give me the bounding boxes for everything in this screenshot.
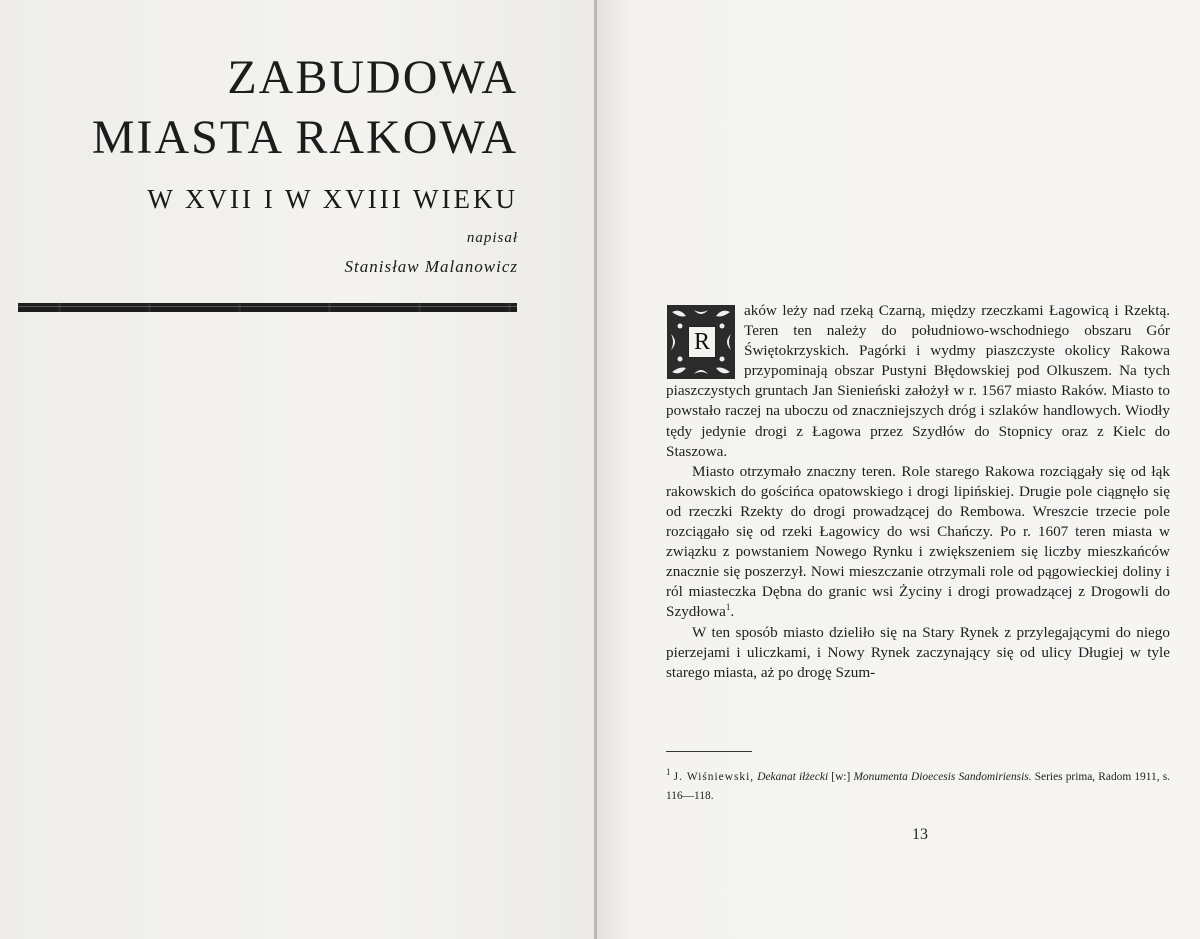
- author-name: Stanisław Malanowicz: [344, 257, 518, 276]
- footnote-series-title: Monumenta Dioecesis Sandomiriensis.: [853, 771, 1032, 783]
- paragraph-1-text: aków leży nad rzeką Czarną, między rzeczkami Łagowicą i Rzektą. Teren ten należy do południowo-wschodniego obszaru Gór Świętokrzyskich. Pagórki i wydmy piaszczyste okolicy Rakowa przypominają obszar Pustyni Błędowskiej pod Olkuszem. Na tych piaszczystych gruntach Jan Sienieński założył w r. 1567 miasto Raków. Miasto to powstało raczej na uboczu od znaczniejszych dróg i szlaków handlowych. Wiodły tędy jedynie drogi z Łagowa przez Szydłów do Stopnicy oraz z Kielc do Staszowa.: [666, 302, 1170, 460]
- footnote-work: Dekanat iłżecki: [757, 771, 829, 783]
- footnote-connector: [w:]: [831, 771, 851, 783]
- initial-letter: R: [688, 326, 716, 358]
- ornamental-initial: [666, 304, 736, 380]
- left-page: [0, 0, 597, 939]
- paragraph-2-text: Miasto otrzymało znaczny teren. Role starego Rakowa rozciągały się od łąk rakowskich do gościńca opatowskiego i drogi lipińskiej. Drugie pole ciągnęło się od rzeczki Rzekty do drogi prowadzącej do Rembowa. Wreszcie trzecie pole rozciągało się od rzeki Łagowicy do wsi Chańczy. Po r. 1607 teren miasta w związku z powstaniem Nowego Rynku i zwiększeniem się liczby mieszkańców znacznie się poszerzył. Nowi mieszczanie otrzymali role od pągowieckiej doliny i ról miasteczka Dębna do granic wsi Życiny i drogi prowadzącej z Drogowli do Szydłowa: [666, 462, 1170, 621]
- footnote-number: 1: [666, 767, 671, 778]
- decorative-rule: [18, 303, 517, 312]
- footnote-author: J. Wiśniewski,: [673, 771, 755, 783]
- footnote: [666, 768, 1170, 806]
- paragraph-3: W ten sposób miasto dzieliło się na Stary Rynek z przylegającymi do niego pierzejami i uliczkami, i Nowy Rynek zaczynający się od ulicy Długiej w tyle starego miasta, aż po drogę Szum-: [666, 623, 1170, 681]
- body-text: [666, 301, 1170, 683]
- title-line-2: MIASTA RAKOWA: [91, 111, 518, 164]
- title-line-1: ZABUDOWA: [227, 51, 518, 104]
- paragraph-2: [666, 462, 1170, 623]
- page-number: 13: [912, 826, 928, 843]
- title-block: [20, 48, 518, 277]
- footnote-divider: [666, 751, 752, 752]
- paragraph-1: [666, 301, 1170, 462]
- subtitle: W XVII I W XVIII WIEKU: [147, 184, 518, 214]
- footnote-ref[interactable]: 1: [725, 602, 731, 613]
- byline-label: napisał: [466, 230, 518, 246]
- footnote-rest: Series prima, Radom 1911, s. 116—118.: [666, 771, 1170, 802]
- paragraph-2-end: .: [730, 603, 735, 621]
